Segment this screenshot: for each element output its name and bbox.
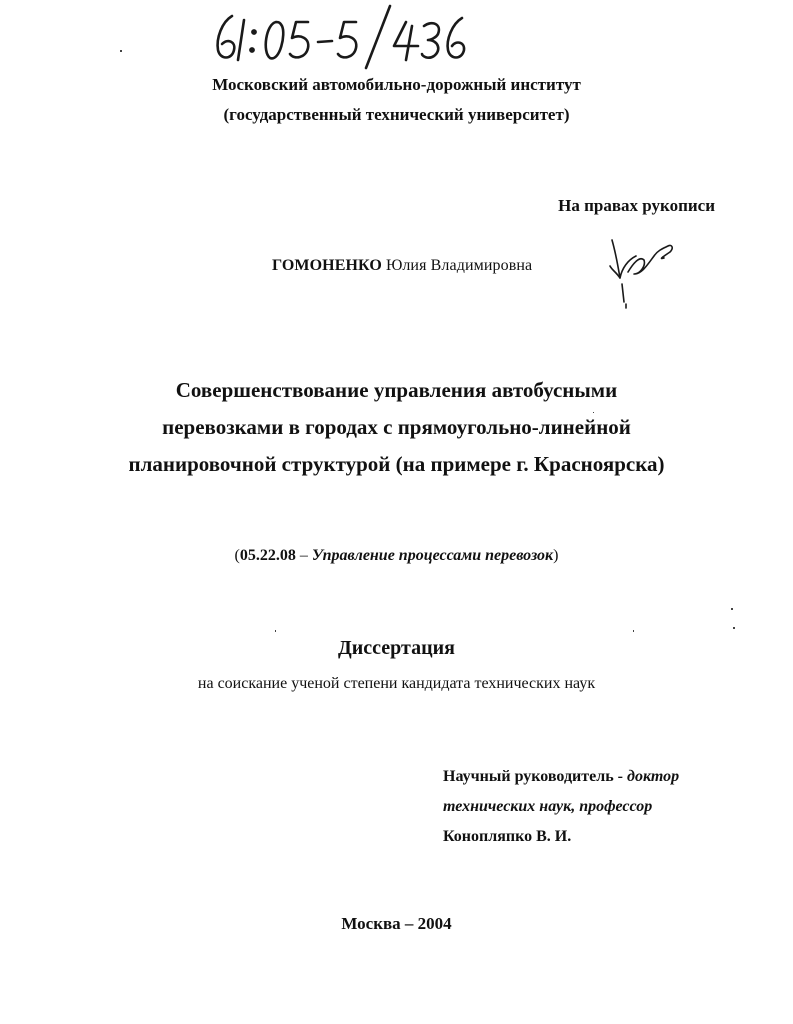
- scan-speck: [733, 627, 735, 629]
- scan-speck: [275, 630, 276, 632]
- advisor-line-1: [443, 762, 679, 792]
- specialty-close-paren: ): [553, 547, 559, 564]
- degree-line: на соискание ученой степени кандидата технических наук: [197, 675, 596, 692]
- institute-subtitle: (государственный технический университет): [223, 105, 570, 124]
- author-given-names: Юлия Владимировна: [386, 257, 533, 274]
- advisor-name: Конопляпко В. И.: [443, 828, 572, 845]
- archive-code-handwritten: [206, 2, 466, 72]
- scan-speck: [731, 608, 733, 610]
- scientific-advisor: [443, 762, 679, 852]
- dissertation-title: [110, 372, 683, 483]
- city-year: Москва – 2004: [341, 914, 452, 933]
- scan-speck: [120, 50, 122, 52]
- specialty-dash: –: [295, 547, 312, 564]
- advisor-title-part2: технических наук, профессор: [443, 798, 653, 815]
- institute-name: Московский автомобильно-дорожный институт: [212, 75, 581, 94]
- author-surname: ГОМОНЕНКО: [272, 257, 382, 274]
- specialty-open-paren: (: [234, 547, 240, 564]
- author-signature: [598, 226, 688, 316]
- specialty-code: 05.22.08: [239, 547, 296, 564]
- document-type: Диссертация: [338, 637, 455, 659]
- advisor-label: Научный руководитель -: [443, 768, 627, 785]
- author-name: [272, 257, 532, 275]
- advisor-title-part1: доктор: [627, 768, 680, 785]
- specialty-name: Управление процессами перевозок: [311, 547, 554, 564]
- title-line-1: Совершенствование управления автобусными: [175, 378, 618, 402]
- title-line-3: планировочной структурой (на примере г. Красноярска): [128, 452, 665, 476]
- title-line-2: перевозками в городах с прямоугольно-линейной: [162, 415, 631, 439]
- specialty: [0, 547, 793, 565]
- manuscript-rights: На правах рукописи: [558, 196, 715, 215]
- scan-speck: [633, 630, 634, 632]
- scan-speck: [593, 412, 594, 413]
